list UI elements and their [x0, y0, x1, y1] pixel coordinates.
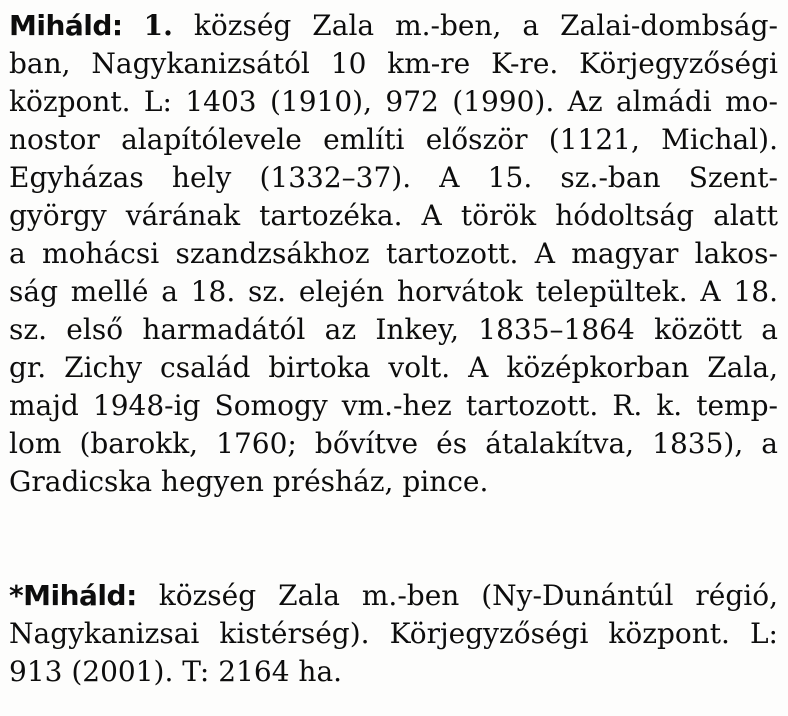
entry1-line-7: a mohácsi szandzsákhoz tartozott. A magyar lakos- — [9, 237, 778, 270]
entry1-line-5: Egyházas hely (1332–37). A 15. sz.-ban Szent- — [9, 161, 778, 194]
entry1-line-11: majd 1948-ig Somogy vm.-hez tartozott. R. k. temp- — [9, 389, 778, 422]
entry2-line-1-text: község Zala m.-ben (Ny-Dunántúl régió, — [158, 579, 778, 612]
lexicon-entry-mihald-1 — [9, 7, 778, 501]
entry1-headword: Miháld: — [9, 9, 123, 42]
entry1-line-1-text: község Zala m.-ben, a Zalai-dombság- — [193, 9, 778, 42]
entry2-line-2: Nagykanizsai kistérség). Körjegyzőségi központ. L: — [9, 617, 778, 650]
entry1-line-4: nostor alapítólevele említi először (1121, Michal). — [9, 123, 778, 156]
entry2-headword: *Miháld: — [9, 579, 137, 612]
entry1-line-9: sz. első harmadától az Inkey, 1835–1864 között a — [9, 313, 778, 346]
entry1-sense-number: 1. — [143, 9, 173, 42]
entry1-line-13: Gradicska hegyen présház, pince. — [9, 465, 489, 498]
entry1-line-1 — [9, 7, 778, 45]
entry2-line-1 — [9, 577, 778, 615]
entry1-line-2: ban, Nagykanizsától 10 km-re K-re. Körjegyzőségi — [9, 47, 778, 80]
entry1-line-3: központ. L: 1403 (1910), 972 (1990). Az almádi mo- — [9, 85, 778, 118]
entry2-line-3: 913 (2001). T: 2164 ha. — [9, 655, 343, 688]
entry1-line-8: ság mellé a 18. sz. elején horvátok települtek. A 18. — [9, 275, 778, 308]
entry1-line-12: lom (barokk, 1760; bővítve és átalakítva, 1835), a — [9, 427, 778, 460]
entry1-line-6: györgy várának tartozéka. A török hódoltság alatt — [9, 199, 778, 232]
entry1-line-10: gr. Zichy család birtoka volt. A középkorban Zala, — [9, 351, 778, 384]
lexicon-entry-mihald-2 — [9, 577, 778, 691]
